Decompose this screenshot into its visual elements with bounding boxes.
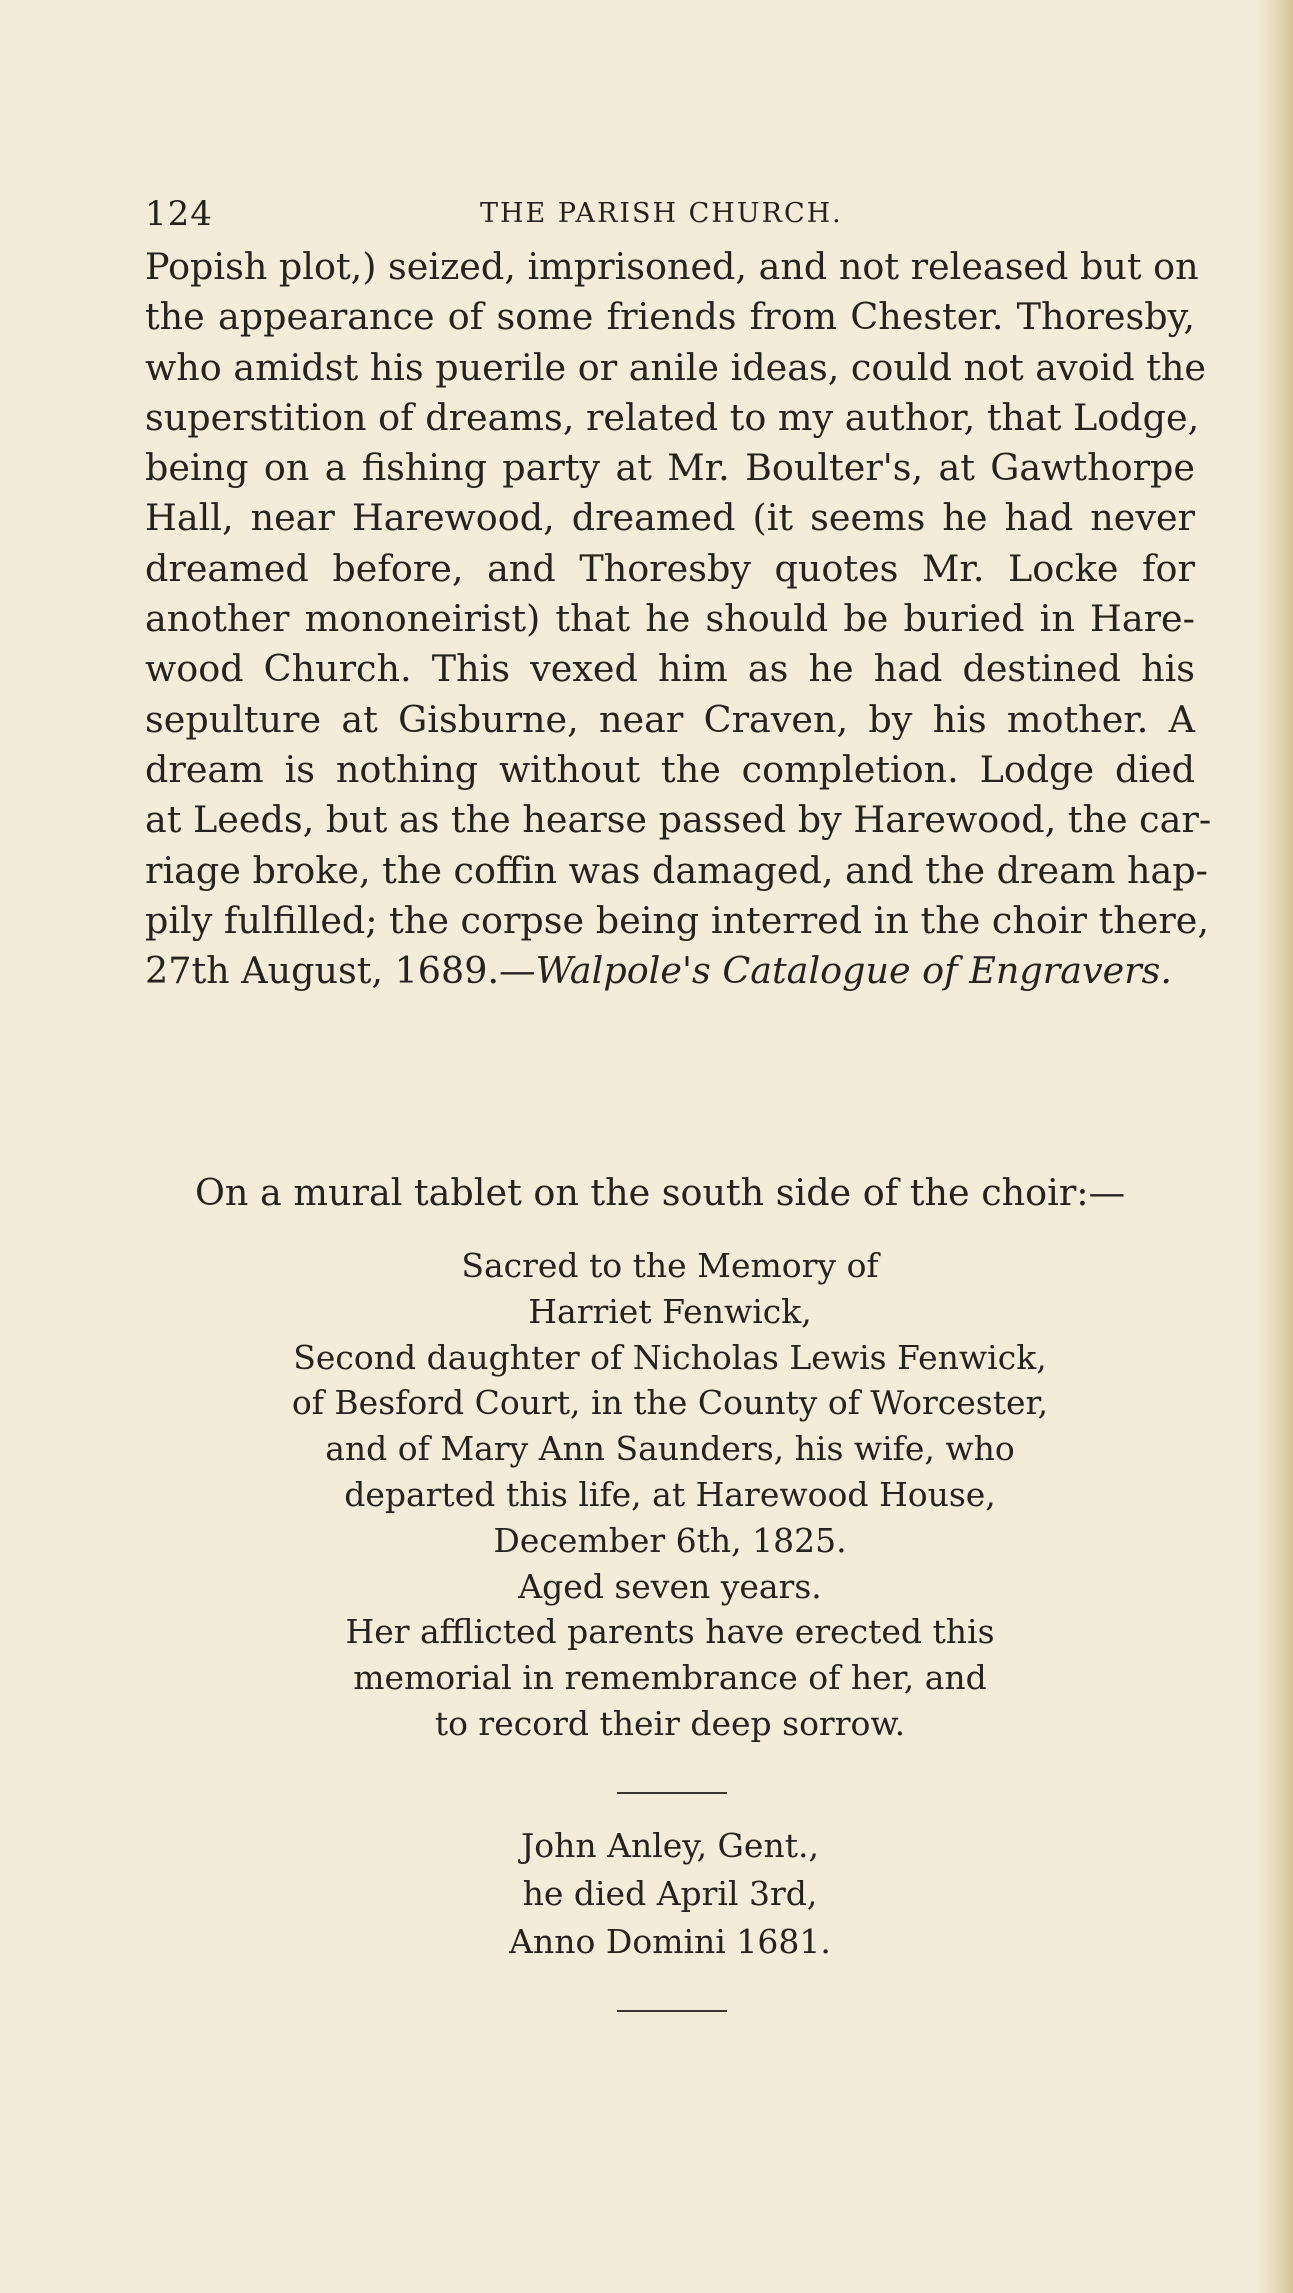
epitaph-line: he died April 3rd, [522,1874,818,1913]
tablet-intro: On a mural tablet on the south side of the choir:— [195,1171,1126,1214]
body-line: Hall, near Harewood, dreamed (it seems he had never [145,496,1195,540]
inscription-line: Her afflicted parents have erected this [345,1612,995,1652]
body-line: dream is nothing without the completion. Lodge died [145,747,1195,791]
body-line: dreamed before, and Thoresby quotes Mr. Locke for [145,546,1195,590]
body-paragraph [145,242,1212,996]
running-head: THE PARISH CHURCH. [480,198,843,229]
section-divider [617,2010,727,2012]
inscription-line: memorial in remembrance of her, and [353,1658,987,1698]
body-line: who amidst his puerile or anile ideas, could not avoid the [145,345,1206,389]
epitaph-line: Anno Domini 1681. [509,1922,831,1961]
inscription-line: Second daughter of Nicholas Lewis Fenwick, [293,1337,1047,1377]
inscription-line: December 6th, 1825. [493,1520,847,1560]
body-line: the appearance of some friends from Chester. Thoresby, [145,295,1195,339]
body-line: being on a fishing party at Mr. Boulter's, at Gawthorpe [145,446,1195,490]
inscription-line: Sacred to the Memory of [461,1246,879,1285]
inscription-line: departed this life, at Harewood House, [344,1474,996,1514]
body-line: another mononeirist) that he should be buried in Hare- [145,597,1195,641]
memorial-inscription [145,1243,1195,1747]
inscription-line: Aged seven years. [518,1566,822,1606]
body-last-line [145,946,1195,996]
inscription-line: to record their deep sorrow. [434,1703,906,1743]
body-last-line-start: 27th August, 1689.— [145,949,536,993]
epitaph [145,1822,1195,1966]
inscription-line: of Besford Court, in the County of Worcester, [291,1383,1049,1423]
body-line: superstition of dreams, related to my author, that Lodge, [145,395,1200,439]
citation: Walpole's Catalogue of Engravers. [535,949,1172,993]
page-edge-shadow [1257,0,1293,2293]
body-line: riage broke, the coffin was damaged, and the dream hap- [145,848,1209,892]
body-line: pily fulfilled; the corpse being interred in the choir there, [145,898,1209,942]
body-line: Popish plot,) seized, imprisoned, and not released but on [145,245,1199,288]
epitaph-line: John Anley, Gent., [521,1826,819,1865]
inscription-line: and of Mary Ann Saunders, his wife, who [325,1429,1015,1469]
inscription-line: Harriet Fenwick, [528,1291,812,1331]
body-line: sepulture at Gisburne, near Craven, by his mother. A [145,697,1195,741]
body-line: at Leeds, but as the hearse passed by Harewood, the car- [145,798,1212,842]
page-header [145,190,1190,238]
section-divider [617,1792,727,1794]
body-line: wood Church. This vexed him as he had destined his [145,647,1195,691]
page-number: 124 [145,194,213,234]
